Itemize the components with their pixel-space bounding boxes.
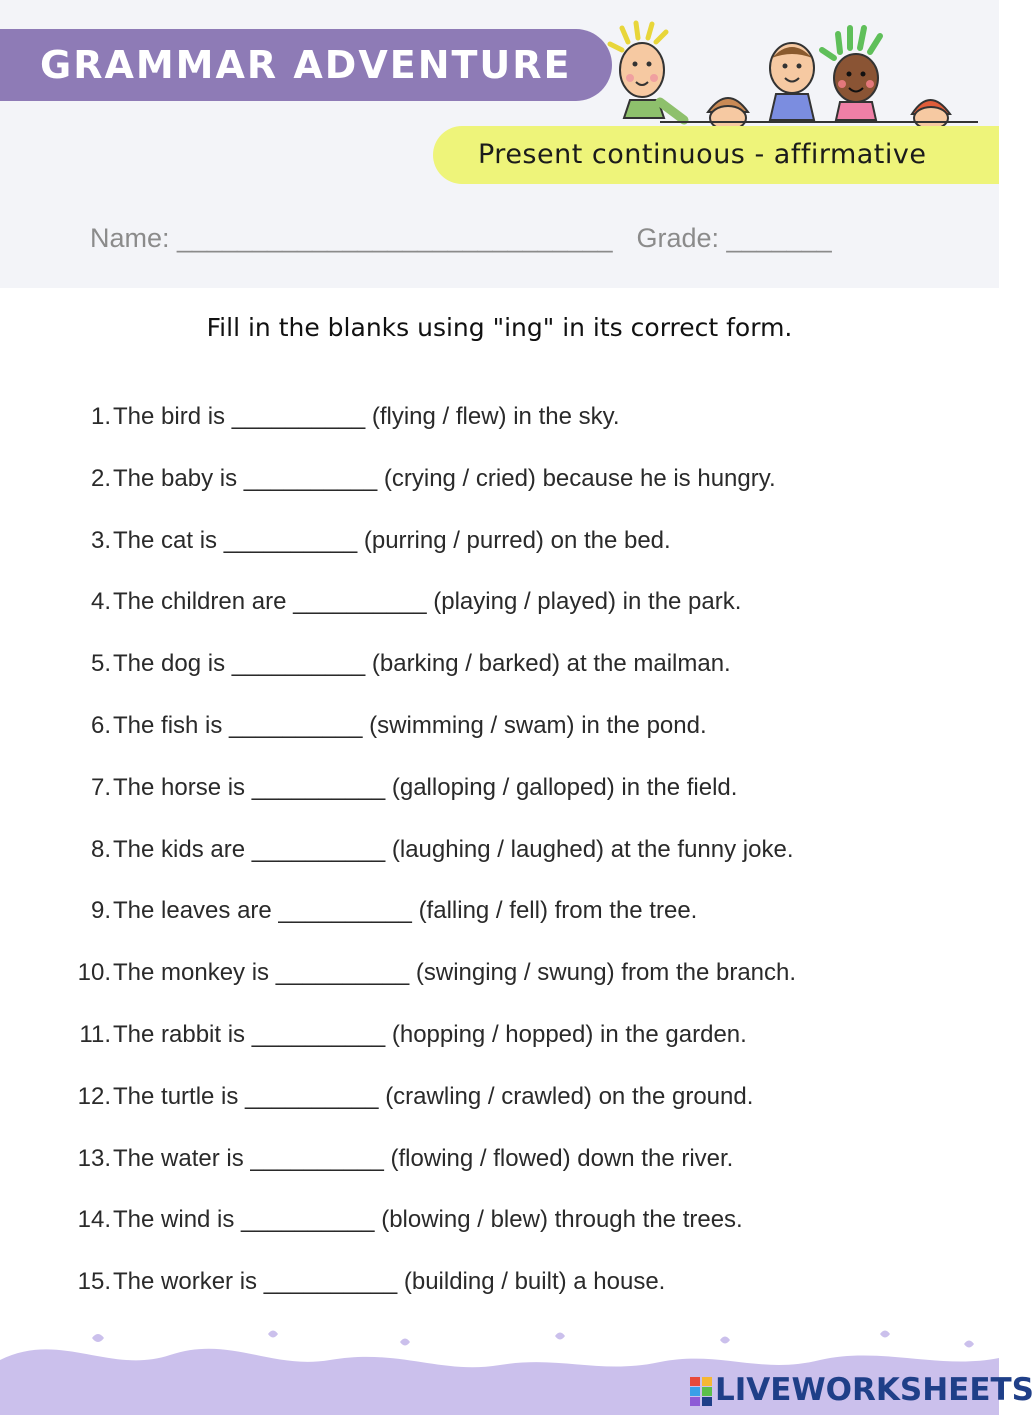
exercise-number: 6. [90,712,111,739]
exercise-sentence[interactable]: The bird is __________ (flying / flew) in the sky. [113,403,620,430]
liveworksheets-logo-icon [690,1377,712,1407]
exercise-number: 14. [77,1206,111,1234]
kid-blue-shirt-icon [770,43,814,120]
exercise-number: 13. [77,1144,111,1172]
page-title: GRAMMAR ADVENTURE [40,43,572,87]
exercise-sentence[interactable]: The horse is __________ (galloping / galloped) in the field. [113,773,738,801]
exercise-sentence[interactable]: The wind is __________ (blowing / blew) through the trees. [113,1206,743,1234]
exercise-number: 10. [77,959,111,987]
exercise-number: 8. [90,835,111,863]
exercise-sentence[interactable]: The kids are __________ (laughing / laughed) at the funny joke. [113,835,794,863]
children-illustration [600,22,980,132]
brand-watermark [690,1370,1034,1410]
exercise-number: 1. [90,403,111,430]
exercise-number: 3. [90,526,111,554]
exercise-number: 9. [90,897,111,925]
grade-field[interactable]: Grade: _______ [636,223,832,253]
exercise-sentence[interactable]: The water is __________ (flowing / flowed) down the river. [113,1144,734,1172]
instruction-text: Fill in the blanks using "ing" in its correct form. [206,313,793,342]
exercise-sentence[interactable]: The leaves are __________ (falling / fell) from the tree. [113,897,698,925]
exercise-number: 11. [79,1021,111,1048]
exercise-number: 7. [90,773,111,801]
exercise-sentence[interactable]: The dog is __________ (barking / barked) at the mailman. [113,650,731,678]
kid-green-hair-icon [822,28,880,120]
exercise-number: 15. [77,1268,111,1296]
exercise-sentence[interactable]: The rabbit is __________ (hopping / hopped) in the garden. [113,1021,747,1048]
exercise-number: 2. [90,464,111,492]
exercise-sentence[interactable]: The children are __________ (playing / played) in the park. [113,588,742,616]
exercise-sentence[interactable]: The fish is __________ (swimming / swam) in the pond. [113,712,707,739]
name-grade-line [90,218,832,258]
exercise-number: 12. [77,1082,111,1110]
exercise-number: 5. [90,650,111,678]
exercise-sentence[interactable]: The turtle is __________ (crawling / crawled) on the ground. [113,1082,754,1110]
exercise-sentence[interactable]: The baby is __________ (crying / cried) because he is hungry. [113,464,776,492]
exercise-sentence[interactable]: The cat is __________ (purring / purred) on the bed. [113,526,671,554]
kid-red-hair-icon [912,100,950,129]
brand-text: LIVEWORKSHEETS [715,1372,1034,1408]
exercise-number: 4. [90,588,111,616]
exercise-sentence[interactable]: The worker is __________ (building / built) a house. [113,1268,666,1296]
exercise-sentence[interactable]: The monkey is __________ (swinging / swung) from the branch. [113,959,797,987]
page-subtitle: Present continuous - affirmative [478,139,927,170]
name-field[interactable]: Name: _____________________________ [90,223,613,253]
kid-yellow-hair-icon [610,23,684,120]
